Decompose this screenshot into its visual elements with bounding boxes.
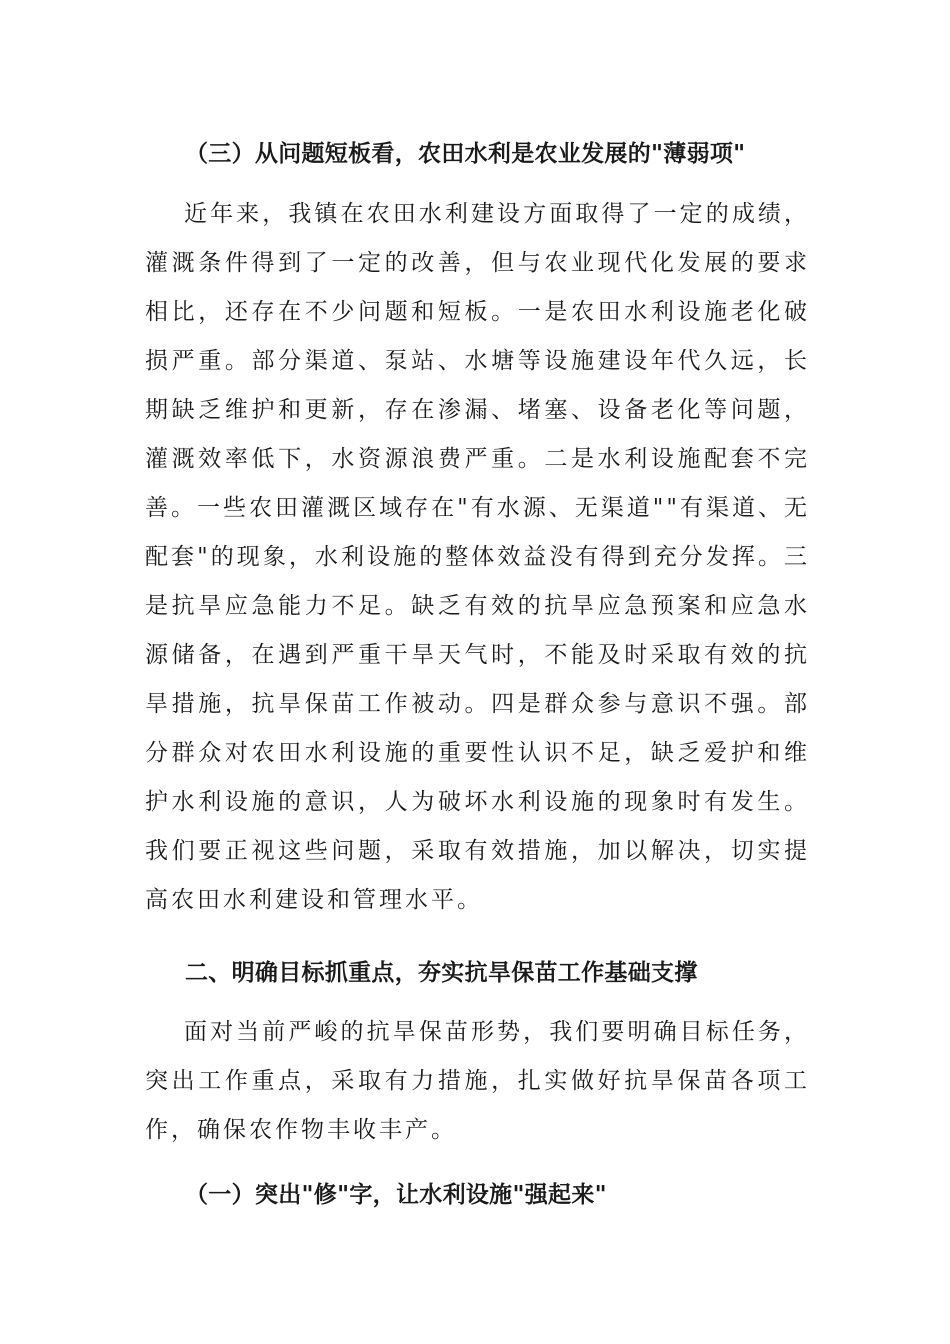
body-paragraph: 近年来，我镇在农田水利建设方面取得了一定的成绩，灌溉条件得到了一定的改善，但与农业现代化发展的要求相比，还存在不少问题和短板。一是农田水利设施老化破损严重。部分渠道、泵站、水塘等设施建设年代久远，长期缺乏维护和更新，存在渗漏、堵塞、设备老化等问题，灌溉效率低下，水资源浪费严重。二是水利设施配套不完善。一些农田灌溉区域存在"有水源、无渠道""有渠道、无配套"的现象，水利设施的整体效益没有得到充分发挥。三是抗旱应急能力不足。缺乏有效的抗旱应急预案和应急水源储备，在遇到严重干旱天气时，不能及时采取有效的抗旱措施，抗旱保苗工作被动。四是群众参与意识不强。部分群众对农田水利设施的重要性认识不足，缺乏爱护和维护水利设施的意识，人为破坏水利设施的现象时有发生。我们要正视这些问题，采取有效措施，加以解决，切实提高农田水利建设和管理水平。 bbox=[145, 201, 810, 913]
subsection-heading: （一）突出"修"字，让水利设施"强起来" bbox=[185, 1182, 607, 1208]
chapter-heading: 二、明确目标抓重点，夯实抗旱保苗工作基础支撑 bbox=[185, 960, 698, 986]
body-paragraph: 面对当前严峻的抗旱保苗形势，我们要明确目标任务，突出工作重点，采取有力措施，扎实做好抗旱保苗各项工作，确保农作物丰收丰产。 bbox=[145, 1019, 810, 1143]
section-heading: （三）从问题短板看，农田水利是农业发展的"薄弱项" bbox=[185, 141, 746, 167]
